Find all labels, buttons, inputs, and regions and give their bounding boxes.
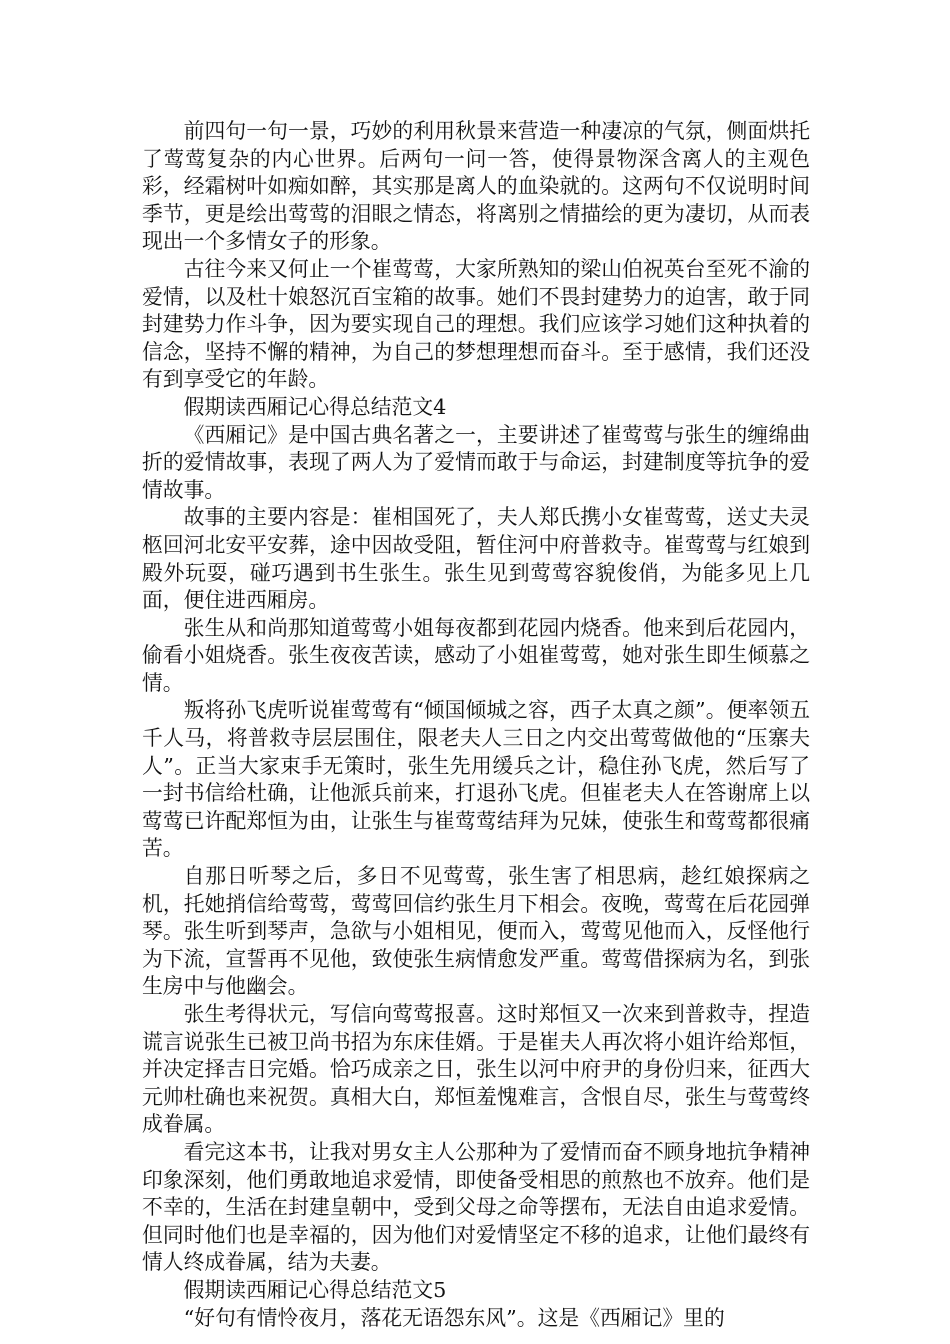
paragraph-sun-feihu-siege: 叛将孙飞虎听说崔莺莺有“倾国倾城之容，西子太真之颜”。便率领五千人马，将普救寺层层围住，限老夫人三日之内交出莺莺做他的“压寨夫人”。正当大家束手无策时，张生先用缓兵之计，稳住孙飞虎，然后写了一封书信给杜确，让他派兵前来，打退孙飞虎。但崔老夫人在答谢席上以莺莺已许配郑恒为由，让张生与崔莺莺结拜为兄妹，使张生和莺莺都很痛苦。 <box>142 698 810 861</box>
paragraph-zhuangyuan-ending: 张生考得状元，写信向莺莺报喜。这时郑恒又一次来到普救寺，捏造谎言说张生已被卫尚书招为东床佳婿。于是崔夫人再次将小姐许给郑恒，并决定择吉日完婚。恰巧成亲之日，张生以河中府尹的身份归来，征西大元帅杜确也来祝贺。真相大白，郑恒羞愧难言，含恨自尽，张生与莺莺终成眷属。 <box>142 1002 810 1137</box>
paragraph-autumn-scene-analysis: 前四句一句一景，巧妙的利用秋景来营造一种凄凉的气氛，侧面烘托了莺莺复杂的内心世界。后两句一问一答，使得景物深含离人的主观色彩，经霜树叶如痴如醉，其实那是离人的血染就的。这两句不仅说明时间季节，更是绘出莺莺的泪眼之情态，将离别之情描绘的更为凄切，从而表现出一个多情女子的形象。 <box>142 119 810 254</box>
paragraph-garden-incense: 张生从和尚那知道莺莺小姐每夜都到花园内烧香。他来到后花园内，偷看小姐烧香。张生夜夜苦读，感动了小姐崔莺莺，她对张生即生倾慕之情。 <box>142 615 810 695</box>
section-heading-essay-5: 假期读西厢记心得总结范文5 <box>183 1277 447 1302</box>
paragraph-lovesickness: 自那日听琴之后，多日不见莺莺，张生害了相思病，趁红娘探病之机，托她捎信给莺莺，莺莺回信约张生月下相会。夜晚，莺莺在后花园弹琴。张生听到琴声，急欲与小姐相见，便而入，莺莺见他而入，反怪他行为下流，宣誓再不见他，致使张生病情愈发严重。莺莺借探病为名，到张生房中与他幽会。 <box>142 864 810 999</box>
document-body <box>142 118 810 1332</box>
section-heading-essay-4: 假期读西厢记心得总结范文4 <box>183 394 447 419</box>
paragraph-faithful-love-reflection: 古往今来又何止一个崔莺莺，大家所熟知的梁山伯祝英台至死不渝的爱情，以及杜十娘怒沉百宝箱的故事。她们不畏封建势力的迫害，敢于同封建势力作斗争，因为要实现自己的理想。我们应该学习她们这种执着的信念，坚持不懈的精神，为自己的梦想理想而奋斗。至于感情，我们还没有到享受它的年龄。 <box>142 256 810 392</box>
paragraph-book-introduction: 《西厢记》是中国古典名著之一，主要讲述了崔莺莺与张生的缠绵曲折的爱情故事，表现了两人为了爱情而敢于与命运，封建制度等抗争的爱情故事。 <box>142 422 810 502</box>
paragraph-story-beginning: 故事的主要内容是：崔相国死了，夫人郑氏携小女崔莺莺，送丈夫灵柩回河北安平安葬，途中因故受阻，暂住河中府普救寺。崔莺莺与红娘到殿外玩耍，碰巧遇到书生张生。张生见到莺莺容貌俊俏，为能多见上几面，便住进西厢房。 <box>142 505 810 613</box>
paragraph-personal-impression: 看完这本书，让我对男女主人公那种为了爱情而奋不顾身地抗争精神印象深刻，他们勇敢地追求爱情，即使备受相思的煎熬也不放弃。他们是不幸的，生活在封建皇朝中，受到父母之命等摆布，无法自由追求爱情。但同时他们也是幸福的，因为他们对爱情坚定不移的追求，让他们最终有情人终成眷属，结为夫妻。 <box>142 1139 810 1275</box>
paragraph-essay-5-opening: “好句有情怜夜月，落花无语怨东风”。这是《西厢记》里的 <box>183 1305 725 1330</box>
